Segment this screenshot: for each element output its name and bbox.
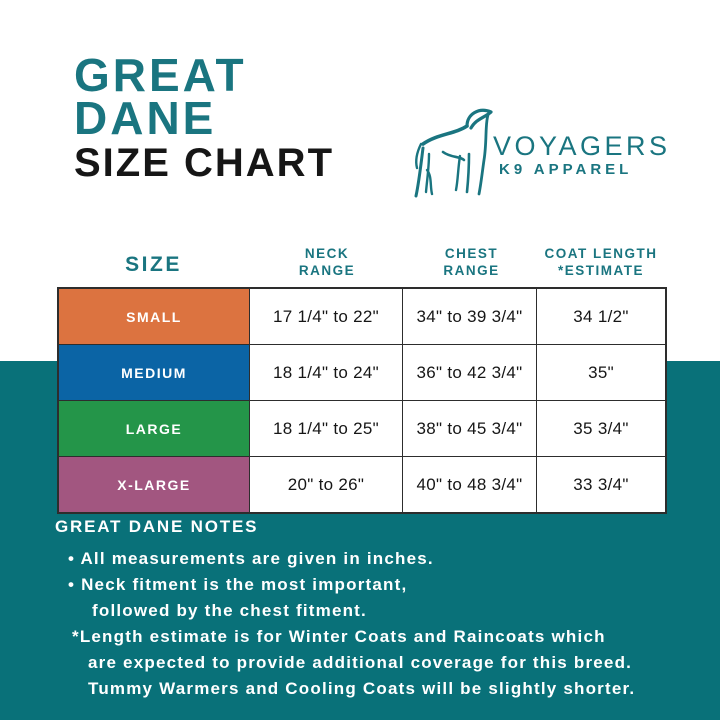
- note-line: *Length estimate is for Winter Coats and Raincoats which: [72, 627, 606, 646]
- chest-value: 34" to 39 3/4": [403, 289, 537, 344]
- size-table: [57, 287, 667, 514]
- size-label: X-LARGE: [117, 476, 191, 493]
- header-coat-line2: *ESTIMATE: [557, 263, 644, 278]
- size-cell-xlarge: [59, 457, 250, 512]
- header-neck-line2: RANGE: [298, 263, 356, 278]
- size-label: MEDIUM: [121, 364, 187, 381]
- table-row-small: [59, 289, 665, 345]
- notes-heading: GREAT DANE NOTES: [55, 517, 259, 536]
- coat-value: 35": [537, 345, 665, 400]
- header-coat-length: [539, 238, 663, 279]
- brand-logo: [413, 98, 673, 198]
- header-chest-range: [404, 238, 539, 279]
- title-breed-line1: GREAT: [74, 49, 247, 101]
- header-size: SIZE: [125, 253, 182, 276]
- note-line: • All measurements are given in inches.: [68, 549, 434, 568]
- size-cell-small: [59, 289, 250, 344]
- header-neck-range: [250, 238, 404, 279]
- chest-value: 40" to 48 3/4": [403, 457, 537, 512]
- note-line: Tummy Warmers and Cooling Coats will be slightly shorter.: [88, 679, 636, 698]
- title-breed-line2: DANE: [74, 92, 217, 144]
- note-line: followed by the chest fitment.: [92, 601, 367, 620]
- header-chest-line1: CHEST: [444, 246, 499, 261]
- logo-sub-text: K9 APPAREL: [499, 161, 633, 178]
- coat-value: 35 3/4": [537, 401, 665, 456]
- table-row-large: [59, 401, 665, 457]
- coat-value: 33 3/4": [537, 457, 665, 512]
- notes-section: [55, 517, 705, 702]
- table-header-row: [57, 238, 663, 279]
- neck-value: 17 1/4" to 22": [250, 289, 403, 344]
- size-cell-large: [59, 401, 250, 456]
- neck-value: 18 1/4" to 24": [250, 345, 403, 400]
- size-cell-medium: [59, 345, 250, 400]
- coat-value: 34 1/2": [537, 289, 665, 344]
- header-chest-line2: RANGE: [443, 263, 500, 278]
- table-row-medium: [59, 345, 665, 401]
- note-line: are expected to provide additional coverage for this breed.: [88, 653, 633, 672]
- size-label: LARGE: [125, 420, 183, 437]
- table-row-xlarge: [59, 457, 665, 512]
- header-neck-line1: NECK: [304, 246, 350, 261]
- size-label: SMALL: [126, 308, 182, 325]
- logo-brand-text: VOYAGERS: [493, 131, 671, 161]
- header-coat-line1: COAT LENGTH: [544, 246, 658, 261]
- neck-value: 18 1/4" to 25": [250, 401, 403, 456]
- neck-value: 20" to 26": [250, 457, 403, 512]
- title-size-chart: SIZE CHART: [74, 141, 334, 185]
- page-title: [74, 49, 334, 185]
- chest-value: 36" to 42 3/4": [403, 345, 537, 400]
- note-line: • Neck fitment is the most important,: [68, 575, 408, 594]
- chest-value: 38" to 45 3/4": [403, 401, 537, 456]
